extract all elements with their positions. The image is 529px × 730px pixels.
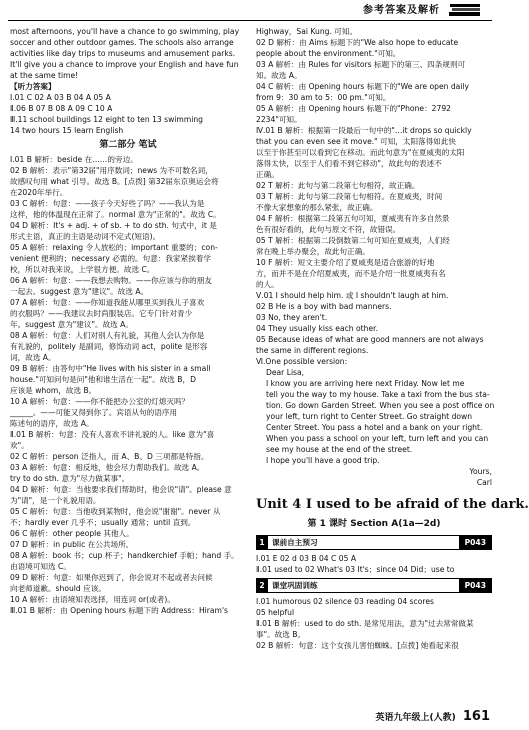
preview-answers — [256, 553, 492, 575]
text-line: 05 Because ideas of what are good manners are not always — [256, 335, 484, 344]
text-line: 07 D 解析：in public 在公共场所。 — [10, 540, 134, 549]
page-footer — [375, 711, 490, 724]
section-bar-preview — [256, 535, 492, 550]
text-line: Highway，Sai Kung. 可知。 — [256, 27, 358, 36]
part-heading: 第二部分 笔试 — [99, 140, 157, 150]
section-page-ref: P043 — [459, 579, 492, 592]
text-line: 02 B He is a boy with bad manners. — [256, 302, 392, 311]
listening-heading: 【听力答案】 — [10, 82, 56, 91]
text-line: 03 T 解析：此句与第二段第七句相符。在夏威夷，时间 — [256, 192, 443, 201]
text-line: 06 C 解析：other people 其他人。 — [10, 529, 134, 538]
text-line: 04 D 解析：句意：当他要求我们帮助时，他会说"请"。please 意 — [10, 485, 232, 494]
text-line: 03 A 解析：由 Rules for visitors 标题下的第三、四条规则可 — [256, 60, 466, 69]
text-line: 05 C 解析：句意：当他收到某物时，他会说"谢谢"。never 从 — [10, 507, 221, 516]
text-line: tell you the way to my house. Take a taxi from the bus sta- — [266, 390, 490, 399]
text-line: try to do sth. 意为"尽力做某事"。 — [10, 474, 130, 483]
text-line: 03 C 解析：句意：——孩子今天好些了吗？——我认为是 — [10, 199, 205, 208]
text-line: 05 T 解析：根据第二段倒数第二句可知在夏威夷，人们经 — [256, 236, 450, 245]
text-line: 陈述句的语序，故选 A。 — [10, 419, 94, 428]
text-line: Ⅱ.06 B 07 B 08 A 09 C 10 A — [10, 104, 113, 113]
text-line: 10 F 解析：短文主要介绍了夏威夷是适合旅游的好地 — [256, 258, 435, 267]
text-line: Ⅲ.11 school buildings 12 eight to ten 13 swimming — [10, 115, 203, 124]
text-line: Ⅱ.01 B 解析：used to do sth. 是常见用法，意为"过去常常做某 — [256, 619, 474, 628]
text-line: 14 two hours 15 learn English — [10, 126, 124, 135]
text-line: 02 T 解析：此句与第二段第七句相符，故正确。 — [256, 181, 420, 190]
text-line: Ⅴ.01 I should help him. 或 I shouldn't laugh at him. — [256, 291, 449, 300]
text-line: at the same time! — [10, 71, 79, 80]
text-line: 的衣服吗？——我建议去时尚服装店。它专门针对青少 — [10, 309, 193, 318]
text-line: see my house at the end of the street. — [266, 445, 413, 454]
text-line: 有礼貌的，politely 是副词，修饰动词 act，polite 是形容 — [10, 342, 208, 351]
text-line: 04 C 解析：由 Opening hours 标题下的"We are open daily — [256, 82, 470, 91]
text-line: Ⅳ.01 B 解析：根据第一段最后一句中的"…it drops so quickly — [256, 126, 472, 135]
answers-continued — [256, 26, 492, 356]
text-line: your left, turn right to Center Street. Go straight down — [266, 412, 473, 421]
text-line: from 9：30 am to 5：00 pm."可知。 — [256, 93, 391, 102]
practice-answers — [256, 596, 492, 651]
text-line: When you pass a school on your left, turn left and you can — [266, 434, 489, 443]
text-line: 09 B 解析：由答句中"He lives with his sister in a small — [10, 364, 211, 373]
text-line: Ⅱ.01 used to 02 What's 03 It's；since 04 Did；use to — [256, 565, 455, 574]
text-line: 的人。 — [256, 280, 279, 289]
header-rule — [8, 20, 492, 21]
text-line: 10 A 解析：句意：——你不能把办公室的灯熄灭吗？ — [10, 397, 190, 406]
right-column — [256, 26, 529, 651]
page-header — [0, 0, 500, 20]
text-line: 年。suggest 意为"建议"。故选 A。 — [10, 320, 133, 329]
text-line: the same in different regions. — [256, 346, 369, 355]
text-line: 在2020年举行。 — [10, 188, 68, 197]
section-label: 课前自主预习 — [272, 538, 318, 547]
written-answers — [10, 154, 246, 616]
book-stack-icon — [448, 2, 482, 18]
text-line: 02 B 解析：句意：这个女孩儿害怕蜘蛛。[点拨] 她看起来很 — [256, 641, 459, 650]
text-line: 落得太快，以至于人们看不到它移动"，故此句的表述不 — [256, 159, 442, 168]
text-line: 07 A 解析：句意：——你知道我能从哪里买到我儿子喜欢 — [10, 298, 205, 307]
text-line: 形式主语，真正的主语是动词不定式(短语)。 — [10, 232, 161, 241]
text-line: 由语境可知选 C。 — [10, 562, 71, 571]
writing-heading: Ⅵ.One possible version: — [256, 357, 348, 366]
text-line: 02 D 解析：由 Aims 标题下的"We also hope to educate — [256, 38, 459, 47]
text-line: Center Street. You pass a hotel and a bank on your right. — [266, 423, 483, 432]
text-line: 正确。 — [256, 170, 279, 179]
text-line: 故感叹句用 what 引导。故选 B。[点拨] 第32届东京奥运会将 — [10, 177, 219, 186]
page-number: 161 — [462, 709, 490, 724]
text-line: 向老师道歉。should 应该。 — [10, 584, 106, 593]
text-line: 03 No, they aren't. — [256, 313, 328, 322]
text-line: 方，而并不是在介绍夏威夷，而不是介绍一批夏威夷有名 — [256, 269, 446, 278]
text-line: 不像大家想象的那么紧张，故正确。 — [256, 203, 378, 212]
text-line: Ⅲ.01 B 解析：由 Opening hours 标题下的 Address：Hiram's — [10, 606, 229, 615]
text-line: most afternoons, you'll have a chance to go swimming, play — [10, 27, 240, 36]
text-line: 一起去。suggest 意为"建议"。故选 A。 — [10, 287, 149, 296]
text-line: activities like day trips to museums and amusement parks. — [10, 49, 236, 58]
text-line: Ⅰ.01 C 02 A 03 B 04 A 05 A — [10, 93, 111, 102]
letter-closing: I hope you'll have a good trip. — [266, 456, 380, 465]
text-line: 05 A 解析：由 Opening hours 标题下的"Phone：2792 — [256, 104, 451, 113]
text-line: Ⅱ.01 B 解析：句意：没有人喜欢不讲礼貌的人。like 意为"喜 — [10, 430, 215, 439]
text-line: venient 便利的；necessary 必需的。句意：我家紧挨着学 — [10, 254, 211, 263]
text-line: 09 D 解析：句意：如果你迟到了，你会说对不起或者去问候 — [10, 573, 213, 582]
text-line: 05 A 解析：relaxing 令人放松的；important 重要的；con- — [10, 243, 218, 252]
listening-answers — [10, 92, 246, 136]
text-line: 04 They usually kiss each other. — [256, 324, 378, 333]
text-line: Ⅰ.01 humorous 02 silence 03 reading 04 scores — [256, 597, 434, 606]
text-line: Ⅰ.01 E 02 d 03 B 04 C 05 A — [256, 554, 357, 563]
section-number: 1 — [256, 536, 268, 549]
text-line: 02 C 解析：person 泛指人，而 A、B、D 三项都是特指。 — [10, 452, 209, 461]
unit-title: Unit 4 I used to be afraid of the dark. — [256, 497, 529, 512]
text-line: I know you are arriving here next Friday. Now let me — [266, 379, 465, 388]
text-line: 04 F 解析：根据第二段第五句可知，夏威夷有许多自然景 — [256, 214, 450, 223]
text-line: 06 A 解析：句意：——我想去购物。——你应该与你的朋友 — [10, 276, 212, 285]
section-number: 2 — [256, 579, 268, 592]
letter-sign-off: Yours, — [469, 467, 492, 476]
text-line: 常在晚上举办聚会，故此句正确。 — [256, 247, 370, 256]
letter-greeting: Dear Lisa, — [266, 368, 305, 377]
text-line: 08 A 解析：book 书；cup 杯子；handkerchief 手帕；hand 手。 — [10, 551, 239, 560]
text-line: that you can even see it move." 可知，太阳落得如此快 — [256, 137, 457, 146]
text-line: 校，所以对我来说，上学很方便。故选 C。 — [10, 265, 155, 274]
text-line: house."可知问句是问"他和谁生活在一起"。故选 B，D — [10, 375, 196, 384]
text-line: soccer and other outdoor games. The schools also arrange — [10, 38, 234, 47]
lesson-title: 第 1 课时 Section A(1a—2d) — [307, 519, 441, 529]
text-line: 以至于你甚至可以看到它在移动。而此句意为"在夏威夷的太阳 — [256, 148, 465, 157]
text-line: 事"。故选 B。 — [256, 630, 306, 639]
text-line: 这样，他的体温现在正常了。normal 意为"正常的"。故选 C。 — [10, 210, 221, 219]
text-line: 词，故选 A。 — [10, 353, 56, 362]
section-label: 课堂巩固训练 — [272, 581, 318, 590]
header-title: 参考答案及解析 — [363, 5, 440, 16]
text-line: It'll give you a chance to improve your English and have fun — [10, 60, 239, 69]
text-line: 欢"。 — [10, 441, 29, 450]
text-line: 应该是 whom，故选 B。 — [10, 386, 97, 395]
text-line: 03 A 解析：句意：相反地，他会尽力帮助我们。故选 A。 — [10, 463, 205, 472]
section-bar-practice — [256, 578, 492, 593]
text-line: 04 D 解析：It's + adj. + of sb. + to do sth. 句式中，it 是 — [10, 221, 217, 230]
text-line: 知。故选 A。 — [256, 71, 302, 80]
text-line: 2234"可知。 — [256, 115, 302, 124]
letter-signature: Carl — [476, 478, 492, 487]
reading-passage-tail — [10, 26, 246, 81]
letter-body — [256, 378, 495, 455]
left-column — [10, 26, 246, 616]
text-line: tion. Go down Garden Street. When you see a post office on — [266, 401, 495, 410]
text-line: people about the environment."可知。 — [256, 49, 401, 58]
text-line: 02 B 解析：表示"第32届"用序数词；news 为不可数名词， — [10, 166, 213, 175]
footer-subject: 英语九年级上(人教) — [375, 713, 456, 723]
text-line: ______。——可能又得到你了。宾语从句的语序用 — [10, 408, 178, 417]
text-line: 10 A 解析：由语境知表选择，用连词 or(或者)。 — [10, 595, 175, 604]
text-line: 色有很好看的，此句与原文不符，故错误。 — [256, 225, 401, 234]
text-line: 不；hardly ever 几乎不；usually 通常；until 直到。 — [10, 518, 196, 527]
text-line: 08 A 解析：句意：人们对别人有礼貌，其他人会认为你是 — [10, 331, 205, 340]
text-line: 为"请"，是一个礼貌用语。 — [10, 496, 101, 505]
section-page-ref: P043 — [459, 536, 492, 549]
text-line: 05 helpful — [256, 608, 295, 617]
text-line: Ⅰ.01 B 解析：beside 在……的旁边。 — [10, 155, 138, 164]
